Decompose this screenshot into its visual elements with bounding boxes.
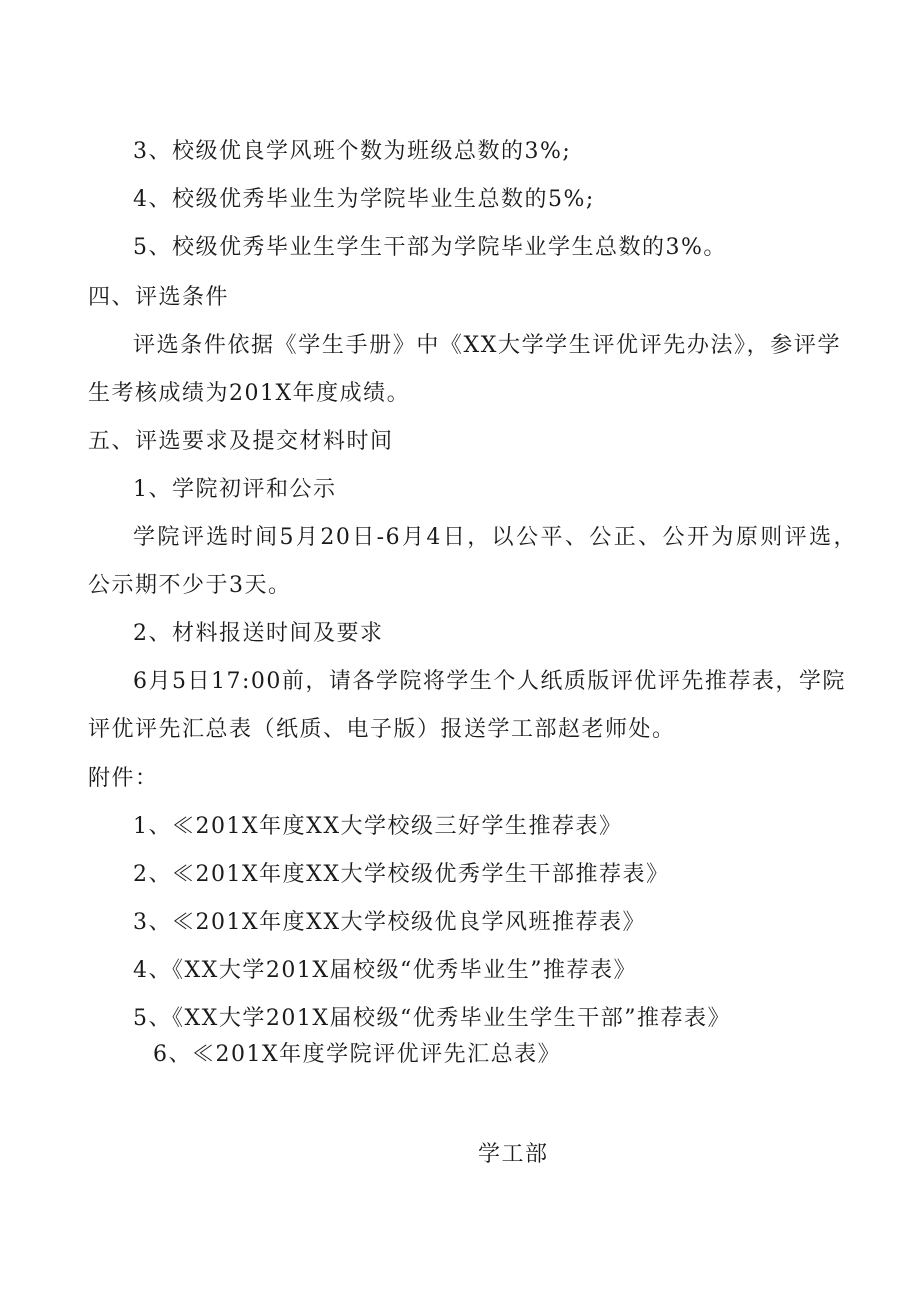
attachment-item: 5、《XX大学201X届校级“优秀毕业生学生干部”推荐表》 — [133, 1006, 731, 1031]
attachment-item: 6、≪201X年度学院评优评先汇总表》 — [153, 1042, 562, 1067]
section-5-sub-1-line-2: 公示期不少于3天。 — [88, 573, 292, 598]
section-5-sub-1-line-1: 学院评选时间5月20日-6月4日，以公平、公正、公开为原则评选， — [133, 525, 857, 550]
attachments-label: 附件： — [88, 766, 159, 791]
section-5-sub-2-line-1: 6月5日17:00前，请各学院将学生个人纸质版评优评先推荐表，学院 — [133, 669, 846, 694]
section-5-sub-1-title: 1、学院初评和公示 — [133, 477, 337, 502]
section-5-sub-2-title: 2、材料报送时间及要求 — [133, 621, 384, 646]
attachment-item: 1、≪201X年度XX大学校级三好学生推荐表》 — [133, 814, 623, 839]
signature-department: 学工部 — [478, 1142, 549, 1167]
quota-item-4: 4、校级优秀毕业生为学院毕业生总数的5%; — [133, 187, 595, 212]
section-5-heading: 五、评选要求及提交材料时间 — [88, 429, 394, 454]
section-4-paragraph-line-1: 评选条件依据《学生手册》中《XX大学学生评优评先办法》，参评学 — [133, 333, 841, 358]
section-5-sub-2-line-2: 评优评先汇总表（纸质、电子版）报送学工部赵老师处。 — [88, 717, 676, 742]
section-4-heading: 四、评选条件 — [88, 285, 230, 310]
section-4-paragraph-line-2: 生考核成绩为201X年度成绩。 — [88, 381, 411, 406]
attachment-item: 4、《XX大学201X届校级“优秀毕业生”推荐表》 — [133, 958, 637, 983]
attachment-item: 3、≪201X年度XX大学校级优良学风班推荐表》 — [133, 910, 646, 935]
attachment-item: 2、≪201X年度XX大学校级优秀学生干部推荐表》 — [133, 862, 670, 887]
quota-item-3: 3、校级优良学风班个数为班级总数的3%; — [133, 139, 572, 164]
quota-item-5: 5、校级优秀毕业生学生干部为学院毕业学生总数的3%。 — [133, 235, 727, 260]
